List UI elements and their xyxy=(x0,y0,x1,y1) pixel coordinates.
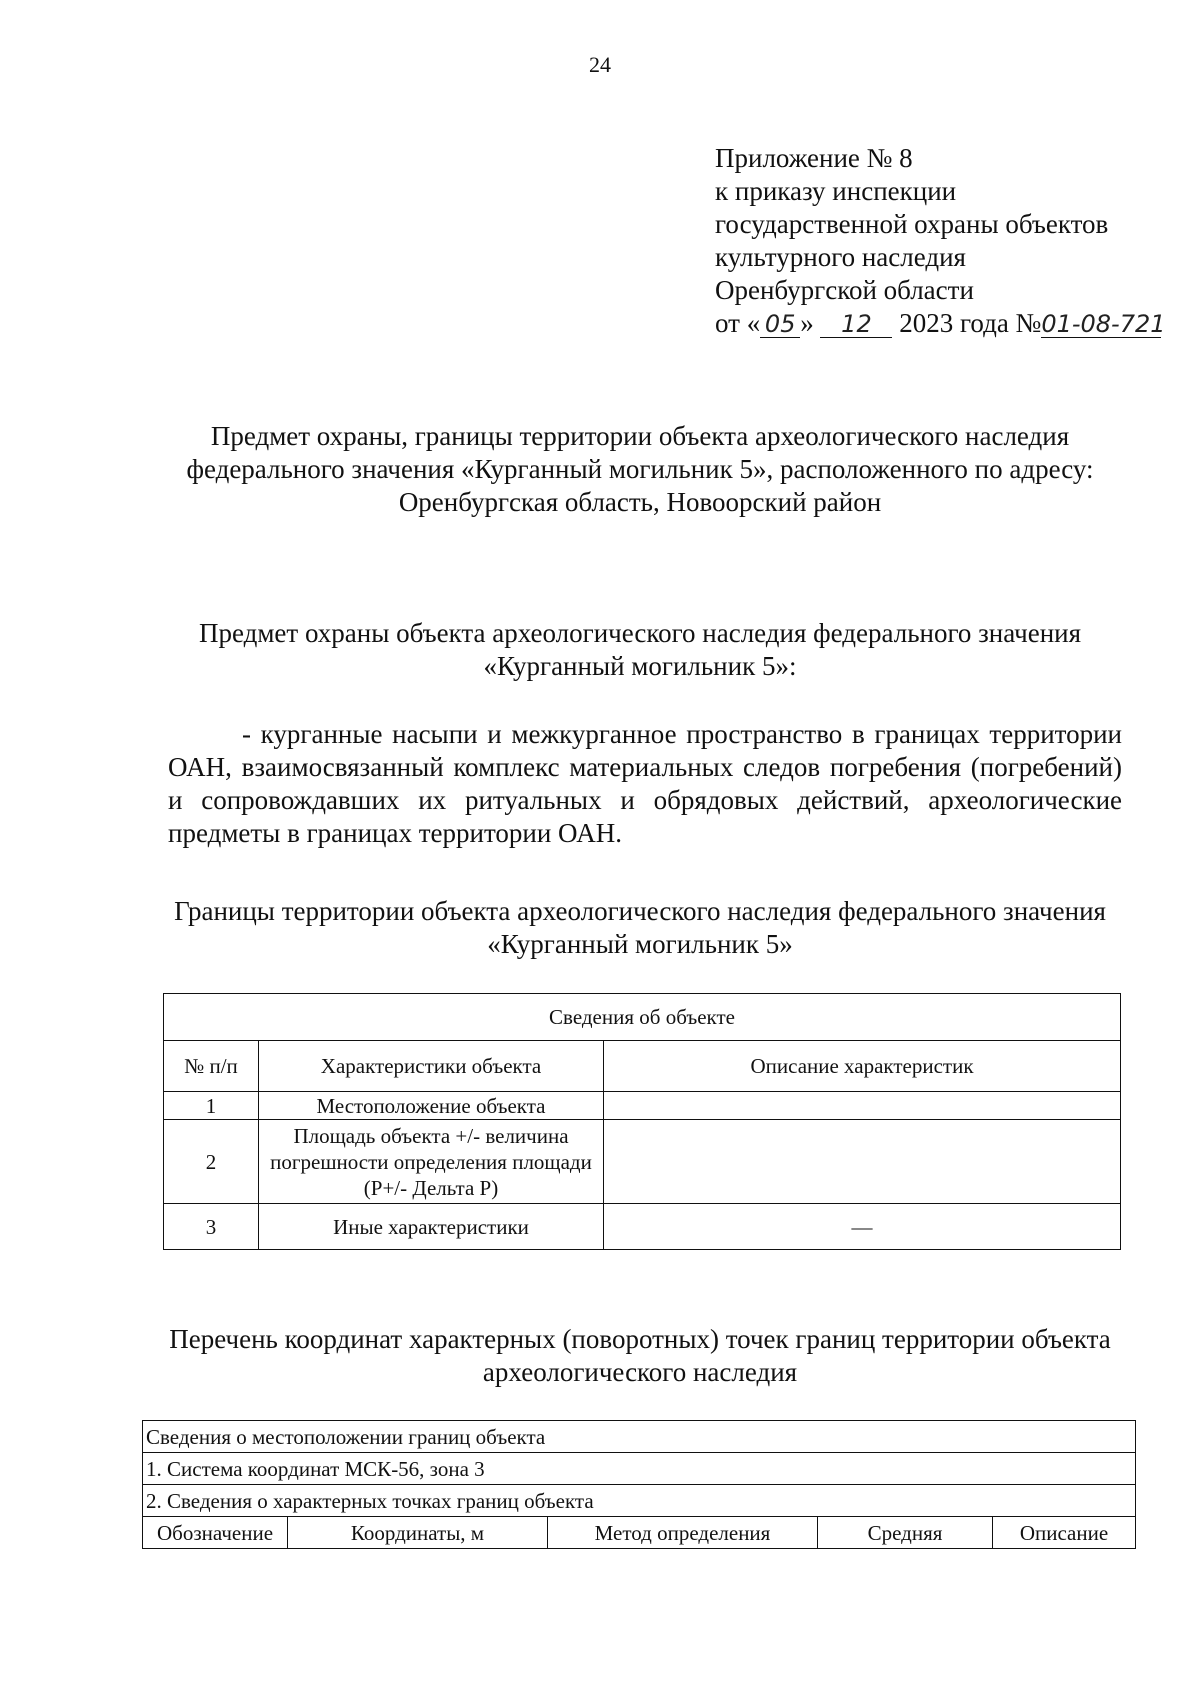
page-number: 24 xyxy=(589,52,611,77)
date-year: 2023 года № xyxy=(899,308,1042,338)
row-characteristic: Иные характеристики xyxy=(259,1204,604,1250)
appendix-date-line xyxy=(715,307,1166,340)
coordinates-table xyxy=(142,1420,1136,1549)
protection-subject-heading: Предмет охраны объекта археологического наследия федерального значения «Курганный могильник 5»: xyxy=(198,618,1082,681)
appendix-line-5: Оренбургской области xyxy=(715,275,974,305)
coordinates-heading: Перечень координат характерных (поворотных) точек границ территории объекта археологического наследия xyxy=(169,1324,1111,1387)
table-header-row xyxy=(164,1041,1121,1092)
date-quote-close: » xyxy=(800,308,814,338)
handwritten-order-number: 01-08-721 xyxy=(1041,310,1166,338)
header-description: Описание характеристик xyxy=(604,1041,1121,1092)
table-row xyxy=(164,1204,1121,1250)
table-row xyxy=(143,1453,1136,1485)
location-info-row: Сведения о местоположении границ объекта xyxy=(143,1421,1136,1453)
table-caption-row xyxy=(164,994,1121,1041)
document-title: Предмет охраны, границы территории объекта археологического наследия федерального значения «Курганный могильник 5», расположенного по адресу: Оренбургская область, Новоорский район xyxy=(186,421,1094,517)
table-row xyxy=(164,1092,1121,1120)
header-description: Описание xyxy=(993,1517,1136,1549)
header-characteristic: Характеристики объекта xyxy=(259,1041,604,1092)
header-designation: Обозначение xyxy=(143,1517,288,1549)
row-characteristic: Местоположение объекта xyxy=(259,1092,604,1120)
header-mean: Средняя xyxy=(818,1517,993,1549)
row-description xyxy=(604,1120,1121,1204)
table-header-row xyxy=(143,1517,1136,1549)
boundaries-heading: Границы территории объекта археологического наследия федерального значения «Курганный могильник 5» xyxy=(174,896,1106,959)
appendix-line-3: государственной охраны объектов xyxy=(715,209,1109,239)
row-number: 3 xyxy=(164,1204,259,1250)
row-number: 2 xyxy=(164,1120,259,1204)
row-number: 1 xyxy=(164,1092,259,1120)
appendix-line-2: к приказу инспекции xyxy=(715,176,957,206)
table-row xyxy=(143,1421,1136,1453)
appendix-line-4: культурного наследия xyxy=(715,242,966,272)
object-info-table xyxy=(163,993,1121,1250)
header-method: Метод определения xyxy=(548,1517,818,1549)
table-caption: Сведения об объекте xyxy=(164,994,1121,1041)
coordinate-system-row: 1. Система координат МСК-56, зона 3 xyxy=(143,1453,1136,1485)
handwritten-month: 12 xyxy=(820,311,892,338)
header-coordinates: Координаты, м xyxy=(288,1517,548,1549)
row-characteristic: Площадь объекта +/- величина погрешности определения площади (Р+/- Дельта Р) xyxy=(259,1120,604,1204)
table-row xyxy=(164,1120,1121,1204)
appendix-line-1: Приложение № 8 xyxy=(715,143,913,173)
table-row xyxy=(143,1485,1136,1517)
header-number: № п/п xyxy=(164,1041,259,1092)
row-description: — xyxy=(604,1204,1121,1250)
points-info-row: 2. Сведения о характерных точках границ объекта xyxy=(143,1485,1136,1517)
row-description xyxy=(604,1092,1121,1120)
protection-subject-text: - курганные насыпи и межкурганное пространство в границах территории ОАН, взаимосвязанный комплекс материальных следов погребения (погребений) и сопровождавших их ритуальных и обрядовых действий, археологические предметы в границах территории ОАН. xyxy=(168,719,1122,848)
date-prefix: от « xyxy=(715,308,761,338)
appendix-block xyxy=(715,142,1166,340)
handwritten-day: 05 xyxy=(760,311,800,338)
